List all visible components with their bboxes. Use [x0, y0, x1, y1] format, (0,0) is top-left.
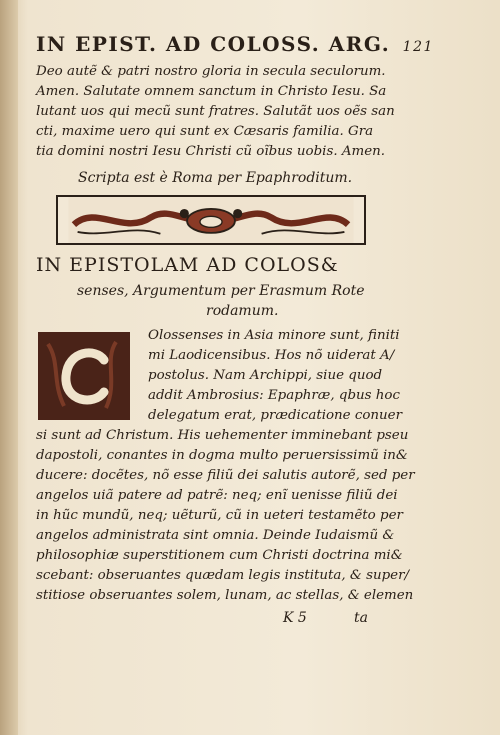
section-subtitle: senses, Argumentum per Erasmum Rote — [77, 283, 365, 299]
text-line: mi Laodicensibus. Hos nõ uiderat A/ — [148, 348, 395, 363]
text-line: angelos administrata sint omnia. Deinde Iudaismũ & — [36, 528, 395, 543]
text-line: addit Ambrosius: Epaphræ, qbus hoc — [148, 388, 400, 403]
body-text — [36, 426, 476, 606]
text-line: in hũc mundũ, neq; uẽturũ, cũ in ueteri testamẽto per — [36, 508, 403, 523]
section-subtitle-end: rodamum. — [206, 303, 279, 319]
text-line: dapostoli, conantes in dogma multo peruersissimũ in& — [36, 448, 408, 463]
text-line: ducere: docẽtes, nõ esse filiũ dei salutis autorẽ, sed per — [36, 468, 415, 483]
subscription-line: Scripta est è Roma per Epaphroditum. — [78, 170, 353, 186]
folio-number: 121 — [402, 39, 434, 55]
text-line: Amen. Salutate omnem sanctum in Christo Iesu. Sa — [36, 84, 387, 99]
text-line: philosophiæ superstitionem cum Christi doctrina mi& — [36, 548, 403, 563]
section-title: IN EPISTOLAM AD COLOS& — [36, 254, 339, 276]
text-line: tia domini nostri Iesu Christi cũ oĩbus uobis. Amen. — [36, 144, 386, 159]
ornamental-woodcut-band — [56, 195, 366, 245]
header-text: IN EPIST. AD COLOSS. ARG. — [36, 32, 391, 56]
text-line: angelos uiã patere ad patrẽ: neq; enĩ uenisse filiũ dei — [36, 488, 398, 503]
running-header — [36, 32, 476, 56]
text-line: postolus. Nam Archippi, siue quod — [148, 368, 383, 383]
intro-text — [36, 62, 466, 162]
text-line: Olossenses in Asia minore sunt, finiti — [148, 328, 400, 343]
text-line: lutant uos qui mecũ sunt fratres. Salutãt uos oẽs san — [36, 104, 395, 119]
text-line: stitiose obseruantes solem, lunam, ac stellas, & elemen — [36, 588, 414, 603]
printer-signature: K 5 — [283, 610, 307, 626]
text-line: scebant: obseruantes quædam legis instituta, & super/ — [36, 568, 410, 583]
body-text-indented — [148, 326, 478, 426]
text-line: delegatum erat, prædicatione conuer — [148, 408, 402, 423]
text-line: Deo autẽ & patri nostro gloria in secula seculorum. — [36, 64, 386, 79]
page-gutter — [0, 0, 18, 735]
text-line: si sunt ad Christum. His uehementer imminebant pseu — [36, 428, 409, 443]
catchword: ta — [354, 610, 368, 626]
decorated-initial-c — [38, 332, 130, 420]
text-line: cti, maxime uero qui sunt ex Cæsaris familia. Gra — [36, 124, 374, 139]
